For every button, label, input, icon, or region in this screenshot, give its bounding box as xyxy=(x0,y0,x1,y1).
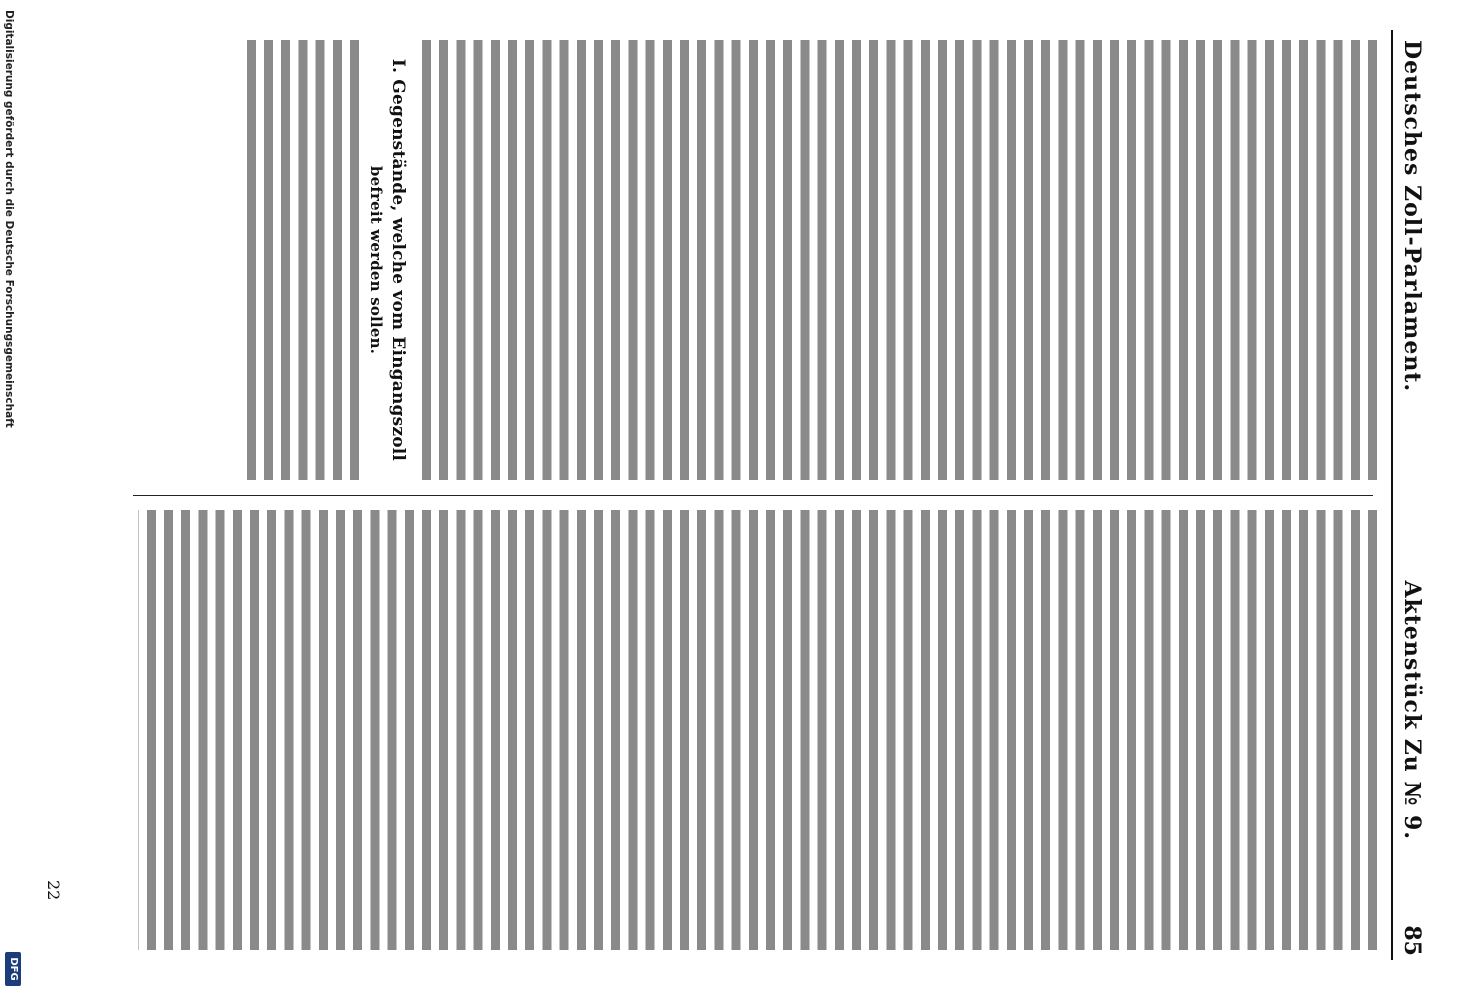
column-divider xyxy=(133,495,1373,496)
page-header xyxy=(1391,30,1433,960)
section-subheading: befreit werden sollen. xyxy=(367,165,386,355)
section-heading: I. Gegenstände, welche vom Eingangszoll xyxy=(387,58,408,462)
left-text-block-2 xyxy=(239,40,359,480)
right-column xyxy=(107,510,1377,950)
digitization-note: Digitalisierung gefördert durch die Deutsche Forschungsgemeinschaft xyxy=(3,10,15,428)
left-text-block-1 xyxy=(414,40,1377,480)
right-text-block xyxy=(138,510,1377,950)
sheet-number: 22 xyxy=(44,880,63,901)
header-left-title: Deutsches Zoll-Parlament. xyxy=(1399,40,1425,393)
page-number: 85 xyxy=(1399,925,1425,956)
dfg-logo-icon: DFG xyxy=(5,952,21,986)
left-column xyxy=(107,40,1377,480)
header-right-title: Aktenstück Zu № 9. xyxy=(1399,580,1425,840)
